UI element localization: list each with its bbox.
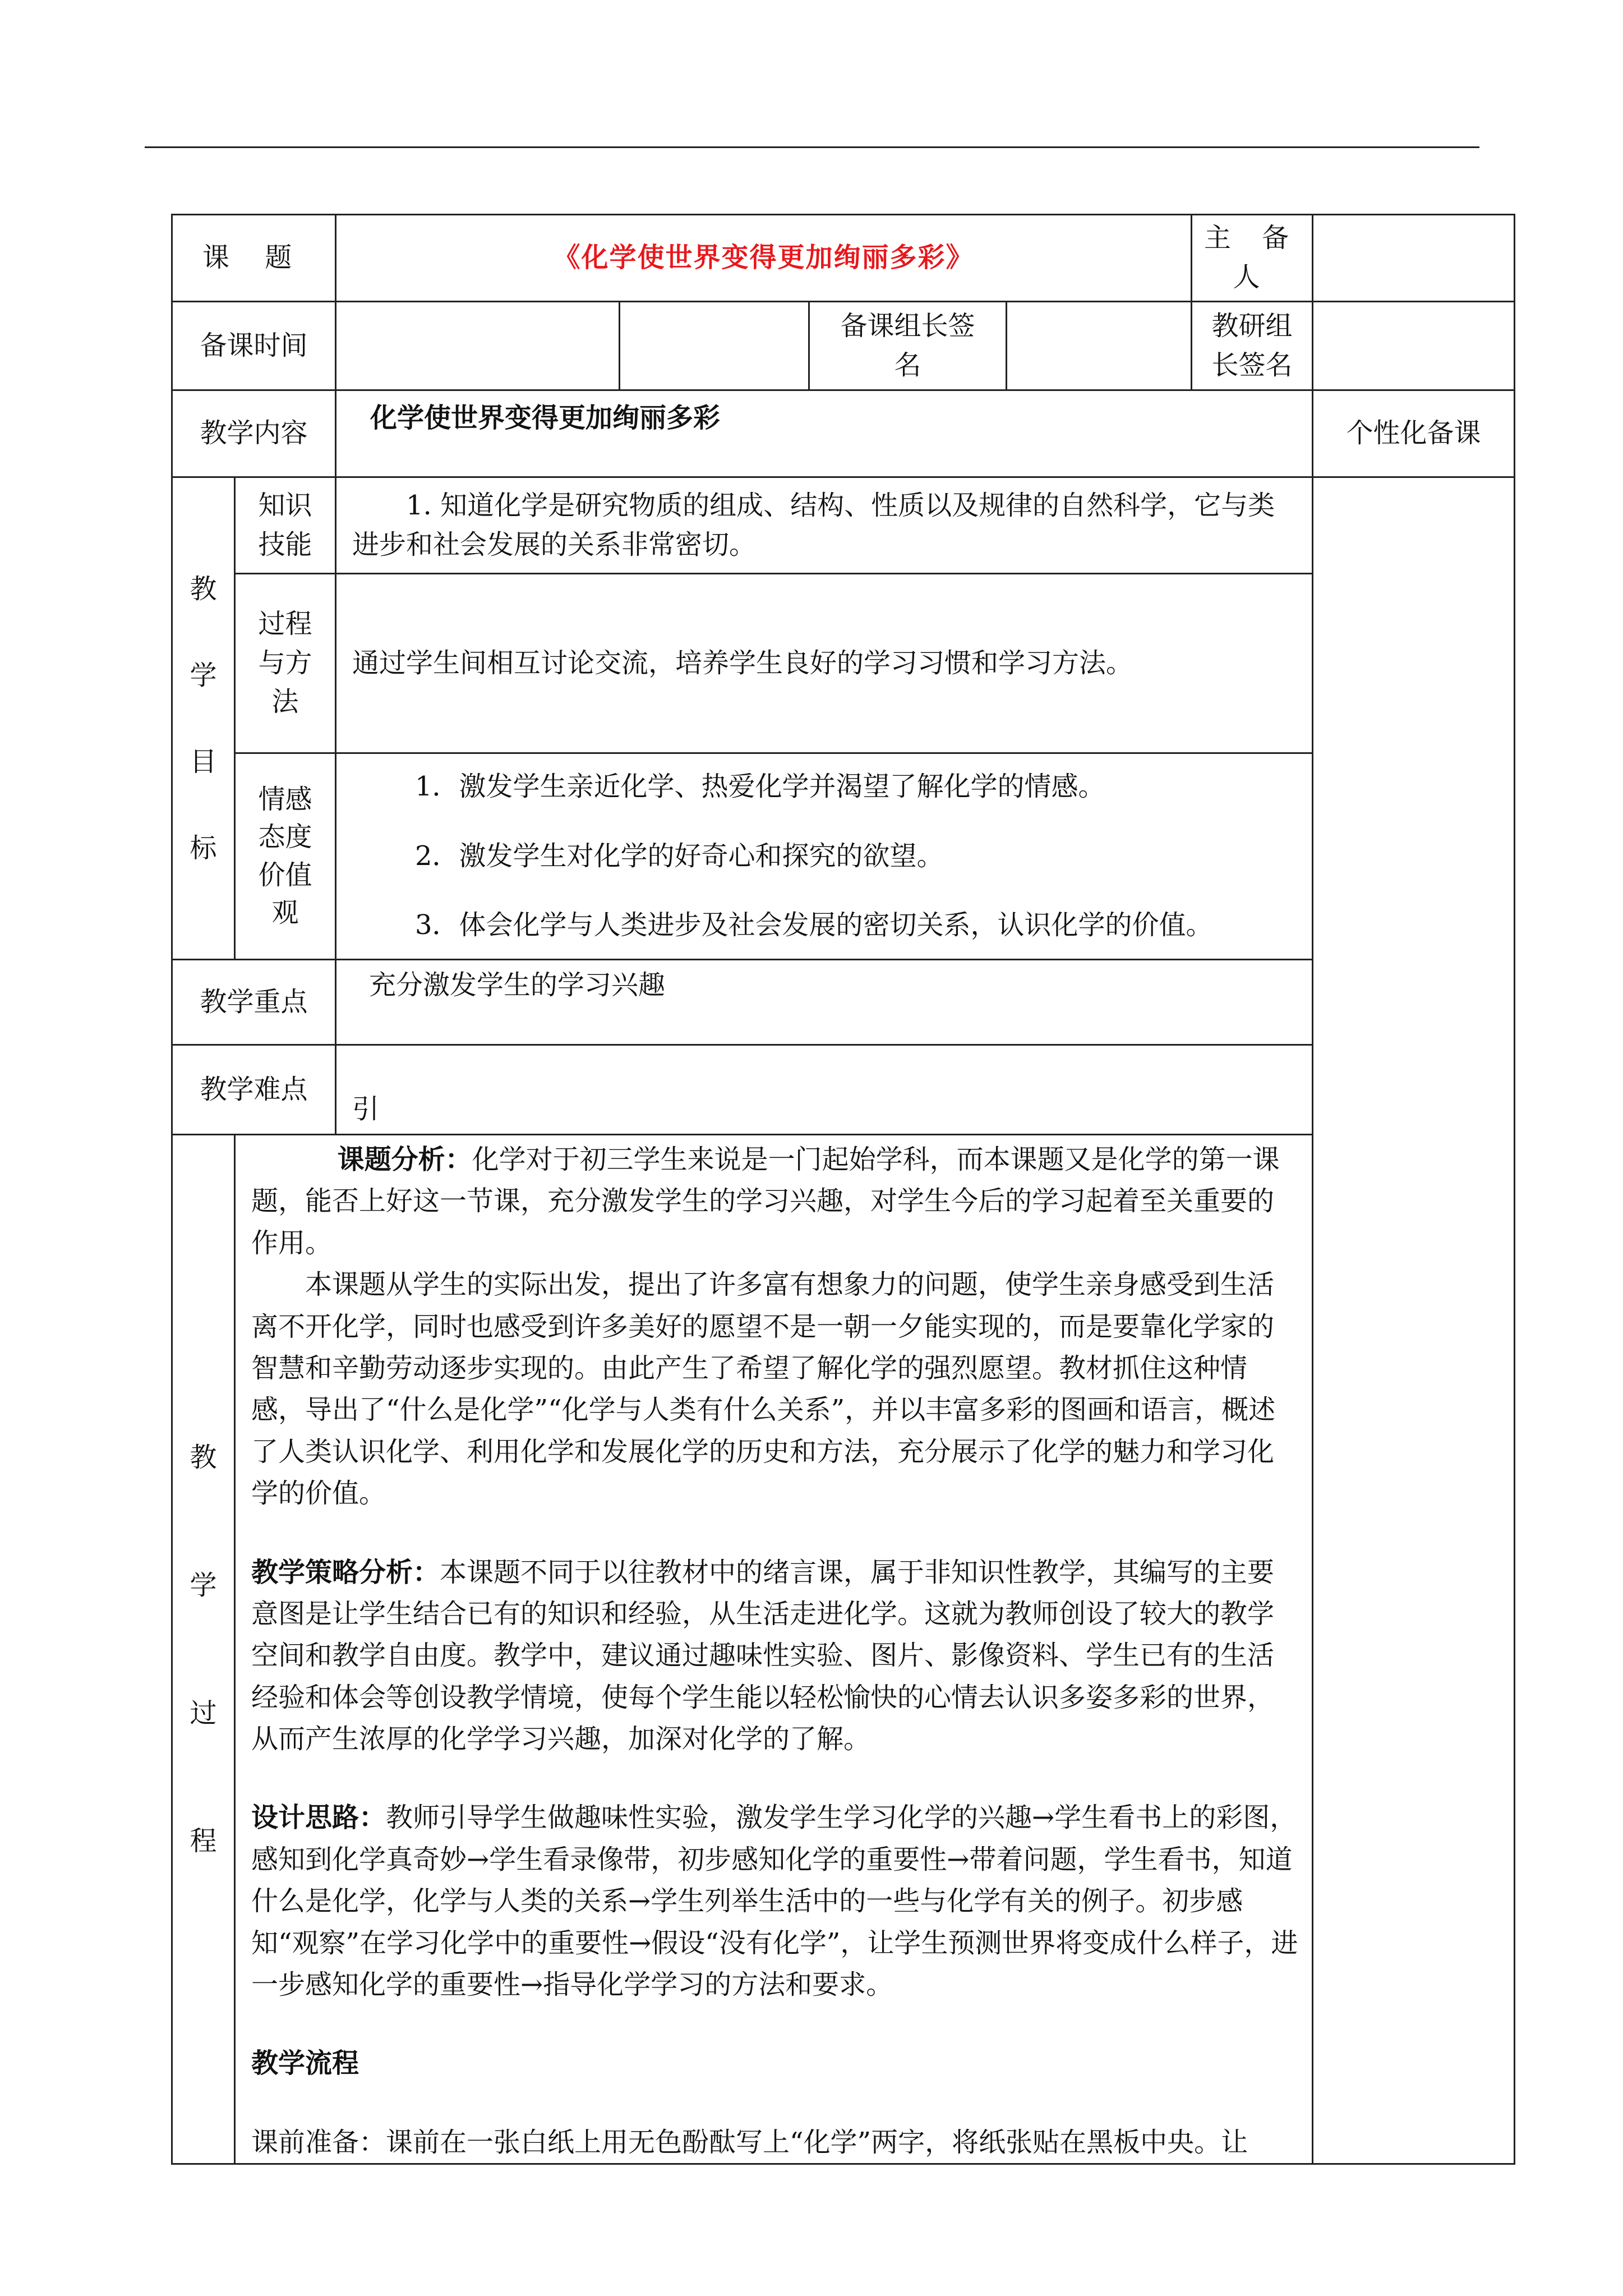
group-leader-signature-label: 备课组长签名: [809, 302, 1007, 390]
research-leader-signature-label: 教研组长签名: [1192, 302, 1313, 390]
content-label: 教学内容: [172, 390, 336, 477]
lesson-title: 《化学使世界变得更加绚丽多彩》: [336, 215, 1192, 302]
difficulty-value: 引: [336, 1045, 1313, 1135]
topic-label: 课 题: [172, 215, 336, 302]
prep-time-label: 备课时间: [172, 302, 336, 390]
difficulty-label: 教学难点: [172, 1045, 336, 1135]
process-method-label: 过程与方法: [235, 574, 336, 753]
header-rule: [145, 146, 1479, 148]
preparer-label: 主 备 人: [1192, 215, 1313, 302]
emotion-item: 2．激发学生对化学的好奇心和探究的欲望。: [415, 840, 944, 872]
topic-analysis: 课题分析：化学对于初三学生来说是一门起始学科，而本课题又是化学的第一课题，能否上好这一节课，充分激发学生的学习兴趣，对学生今后的学习起着至关重要的作用。: [251, 1144, 1280, 1259]
group-leader-signature: [1007, 302, 1192, 390]
preparer-value: [1313, 215, 1515, 302]
key-point-label: 教学重点: [172, 960, 336, 1045]
objectives-label: 教 学 目 标: [172, 477, 235, 960]
research-leader-signature: [1313, 302, 1515, 390]
teaching-flow-heading: 教学流程: [251, 2047, 359, 2079]
prep-time-value-2: [620, 302, 809, 390]
knowledge-label: 知识技能: [235, 477, 336, 574]
lesson-plan-table: [171, 214, 1515, 2165]
personal-prep-area: [1313, 477, 1515, 2164]
emotion-label: 情感态度价值观: [235, 753, 336, 960]
emotion-items: [336, 753, 1313, 960]
strategy-analysis: 教学策略分析：本课题不同于以往教材中的绪言课，属于非知识性教学，其编写的主要意图是让学生结合已有的知识和经验，从生活走进化学。这就为教师创设了较大的教学空间和教学自由度。教学中，建议通过趣味性实验、图片、影像资料、学生已有的生活经验和体会等创设教学情境，使每个学生能以轻松愉快的心情去认识多姿多彩的世界，从而产生浓厚的化学学习兴趣，加深对化学的了解。: [251, 1556, 1275, 1755]
process-method-text: 通过学生间相互讨论交流，培养学生良好的学习习惯和学习方法。: [336, 574, 1313, 753]
content-value: 化学使世界变得更加绚丽多彩: [336, 390, 1313, 477]
prep-text: 课前准备：课前在一张白纸上用无色酚酞写上“化学”两字，将纸张贴在黑板中央。让: [251, 2126, 1248, 2158]
design-idea: 设计思路：教师引导学生做趣味性实验，激发学生学习化学的兴趣→学生看书上的彩图，感知到化学真奇妙→学生看录像带，初步感知化学的重要性→带着问题，学生看书，知道什么是化学，化学与人类的关系→学生列举生活中的一些与化学有关的例子。初步感知“观察”在学习化学中的重要性→假设“没有化学”，让学生预测世界将变成什么样子，进一步感知化学的重要性→指导化学学习的方法和要求。: [251, 1802, 1298, 2001]
knowledge-text: 1. 知道化学是研究物质的组成、结构、性质以及规律的自然科学，它与类进步和社会发展的关系非常密切。: [336, 477, 1313, 574]
topic-analysis-detail: 本课题从学生的实际出发，提出了许多富有想象力的问题，使学生亲身感受到生活离不开化学，同时也感受到许多美好的愿望不是一朝一夕能实现的，而是要靠化学家的智慧和辛勤劳动逐步实现的。由此产生了希望了解化学的强烈愿望。教材抓住这种情感，导出了“什么是化学”“化学与人类有什么关系”，并以丰富多彩的图画和语言，概述了人类认识化学、利用化学和发展化学的历史和方法，充分展示了化学的魅力和学习化学的价值。: [251, 1269, 1276, 1510]
prep-time-value: [336, 302, 620, 390]
personal-prep-label: 个性化备课: [1313, 390, 1515, 477]
emotion-item: 1．激发学生亲近化学、热爱化学并渴望了解化学的情感。: [415, 771, 1105, 803]
process-content: [235, 1135, 1313, 2164]
key-point-value: 充分激发学生的学习兴趣: [336, 960, 1313, 1045]
process-label: 教 学 过 程: [172, 1135, 235, 2164]
emotion-item: 3．体会化学与人类进步及社会发展的密切关系，认识化学的价值。: [415, 909, 1213, 941]
